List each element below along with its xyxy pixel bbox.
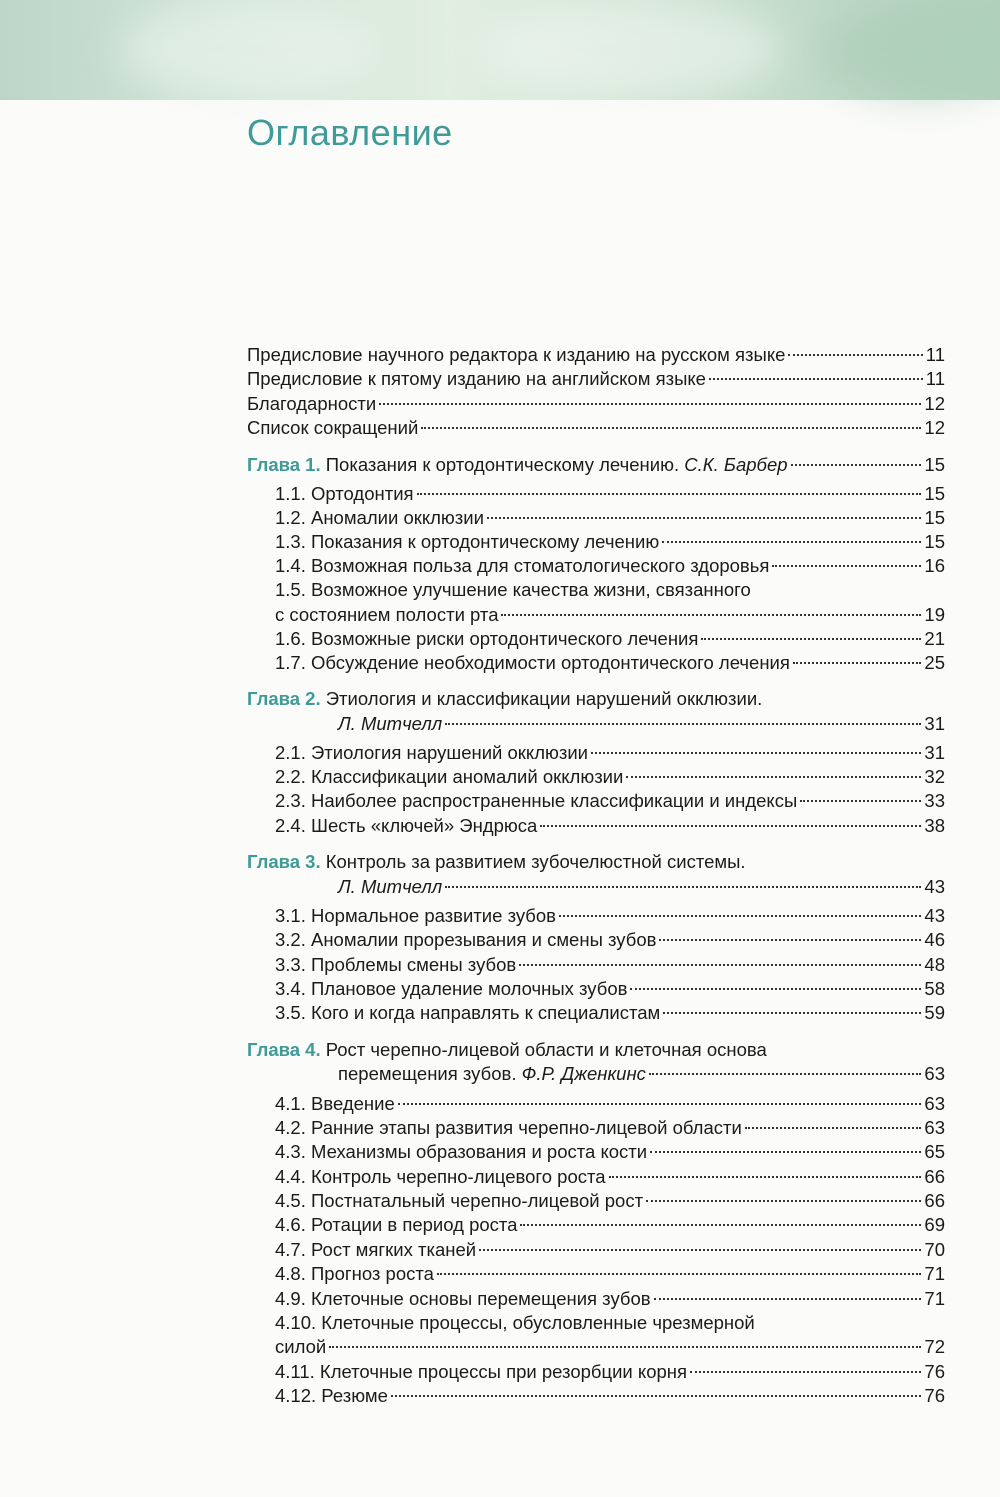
dot-leader: [391, 1395, 922, 1397]
toc-entry-label: Список сокращений: [247, 417, 419, 438]
toc-entry-label: Предисловие научного редактора к изданию на русском языке: [247, 344, 786, 365]
chapter-tag: Глава 2.: [247, 688, 321, 709]
section-label: Ранние этапы развития черепно-лицевой области: [311, 1117, 742, 1138]
dot-leader: [701, 638, 921, 640]
section-label: Клеточные процессы, обусловленные чрезмерной: [321, 1312, 755, 1333]
dot-leader: [659, 939, 921, 941]
dot-leader: [650, 1151, 921, 1153]
section-number: 4.12.: [275, 1385, 317, 1406]
dot-leader: [479, 1249, 921, 1251]
section-number: 4.7.: [275, 1239, 306, 1260]
section-label: Наиболее распространенные классификации и индексы: [311, 790, 798, 811]
section-label: Клеточные основы перемещения зубов: [311, 1288, 651, 1309]
dot-leader: [649, 1073, 922, 1075]
toc-section[interactable]: [275, 1165, 945, 1189]
dot-leader: [445, 723, 921, 725]
page-number: 71: [924, 1288, 945, 1309]
dot-leader: [329, 1346, 921, 1348]
page-number: 76: [924, 1385, 945, 1406]
section-number: 1.5.: [275, 579, 306, 600]
chapter-tag: Глава 3.: [247, 851, 321, 872]
section-label: Классификации аномалий окклюзии: [311, 766, 624, 787]
section-number: 2.3.: [275, 790, 306, 811]
dot-leader: [445, 886, 921, 888]
dot-leader: [626, 776, 921, 778]
chapter-title: Показания к ортодонтическому лечению.: [325, 454, 680, 475]
page-number: 15: [924, 507, 945, 528]
toc-section[interactable]: [275, 977, 945, 1001]
dot-leader: [690, 1371, 921, 1373]
section-number: 4.10.: [275, 1312, 317, 1333]
chapter-title: Этиология и классификации нарушений окклюзии.: [325, 688, 763, 709]
banner-shade: [820, 0, 1000, 100]
toc-chapter-4[interactable]: [247, 1038, 767, 1062]
section-label: Рост мягких тканей: [311, 1239, 477, 1260]
chapter-tag: Глава 4.: [247, 1039, 321, 1060]
section-number: 4.1.: [275, 1093, 306, 1114]
page-number: 71: [924, 1263, 945, 1284]
dot-leader: [654, 1298, 922, 1300]
toc-section[interactable]: [275, 1189, 945, 1213]
toc-section[interactable]: [275, 904, 945, 928]
page-number: 12: [924, 417, 945, 438]
toc-section[interactable]: [275, 1384, 945, 1408]
section-label: Механизмы образования и роста кости: [311, 1141, 648, 1162]
section-label: Кого и когда направлять к специалистам: [311, 1002, 661, 1023]
page-number: 63: [924, 1117, 945, 1138]
page-number: 69: [924, 1214, 945, 1235]
section-label: Аномалии прорезывания и смены зубов: [311, 929, 657, 950]
page-number: 38: [924, 815, 945, 836]
toc-section[interactable]: [275, 482, 945, 506]
toc-section[interactable]: [275, 953, 945, 977]
dot-leader: [501, 614, 921, 616]
dot-leader: [421, 427, 921, 429]
dot-leader: [745, 1127, 922, 1129]
section-label: Нормальное развитие зубов: [311, 905, 557, 926]
section-number: 4.6.: [275, 1214, 306, 1235]
section-label-cont: силой: [275, 1336, 327, 1357]
toc-section[interactable]: [275, 530, 945, 554]
toc-chapter-3[interactable]: [247, 850, 746, 874]
section-label: Аномалии окклюзии: [311, 507, 484, 528]
toc-section[interactable]: [275, 1092, 945, 1116]
toc-entry-front[interactable]: [247, 392, 945, 416]
toc-section[interactable]: [275, 1116, 945, 1140]
page-number: 11: [925, 344, 945, 365]
page-number: 32: [924, 766, 945, 787]
dot-leader: [520, 1224, 921, 1226]
section-label: Плановое удаление молочных зубов: [311, 978, 628, 999]
section-number: 3.5.: [275, 1002, 306, 1023]
toc-entry-front[interactable]: [247, 416, 945, 440]
toc-section[interactable]: [275, 1360, 945, 1384]
page-number: 25: [924, 652, 945, 673]
toc-chapter-1[interactable]: [247, 453, 945, 477]
dot-leader: [662, 541, 921, 543]
page-number: 46: [924, 929, 945, 950]
section-label: Этиология нарушений окклюзии: [311, 742, 589, 763]
section-label: Возможное улучшение качества жизни, связанного: [311, 579, 751, 600]
toc-section[interactable]: [275, 741, 945, 765]
section-label: Резюме: [321, 1385, 388, 1406]
section-number: 1.6.: [275, 628, 306, 649]
section-label: Шесть «ключей» Эндрюса: [311, 815, 538, 836]
dot-leader: [519, 964, 921, 966]
section-number: 1.2.: [275, 507, 306, 528]
section-label: Ортодонтия: [311, 483, 414, 504]
dot-leader: [630, 988, 921, 990]
section-number: 4.4.: [275, 1166, 306, 1187]
page-number: 19: [924, 604, 945, 625]
section-label: Введение: [311, 1093, 395, 1114]
dot-leader: [417, 493, 922, 495]
section-label: Постнатальный черепно-лицевой рост: [311, 1190, 644, 1211]
section-number: 2.1.: [275, 742, 306, 763]
toc-entry-front[interactable]: [247, 367, 945, 391]
page-number: 21: [924, 628, 945, 649]
toc-section[interactable]: [275, 1001, 945, 1025]
dot-leader: [709, 378, 923, 380]
section-label: Показания к ортодонтическому лечению: [311, 531, 660, 552]
toc-section[interactable]: [275, 506, 945, 530]
page-number: 15: [924, 483, 945, 504]
toc-section[interactable]: [275, 1262, 945, 1286]
section-label: Контроль черепно-лицевого роста: [311, 1166, 606, 1187]
toc-chapter-title-cont[interactable]: [338, 1062, 945, 1086]
page-number: 43: [924, 905, 945, 926]
toc-section[interactable]: [275, 1287, 945, 1311]
banner-highlight: [120, 0, 380, 100]
toc-section-line2[interactable]: [275, 1335, 945, 1359]
page-number: 43: [924, 876, 945, 897]
toc-entry-label: Предисловие к пятому изданию на английском языке: [247, 368, 706, 389]
header-banner: [0, 0, 1000, 100]
dot-leader: [540, 825, 921, 827]
dot-leader: [791, 464, 922, 466]
page-number: 65: [924, 1141, 945, 1162]
toc-section[interactable]: [275, 789, 945, 813]
section-label: Обсуждение необходимости ортодонтического лечения: [311, 652, 790, 673]
section-label: Возможные риски ортодонтического лечения: [311, 628, 699, 649]
page-number: 31: [924, 713, 945, 734]
page-number: 15: [924, 454, 945, 475]
dot-leader: [788, 354, 922, 356]
toc-chapter-author-line[interactable]: [338, 875, 945, 899]
section-number: 2.2.: [275, 766, 306, 787]
page-title: Оглавление: [247, 112, 453, 153]
page-number: 11: [925, 368, 945, 389]
dot-leader: [437, 1273, 921, 1275]
toc-section[interactable]: [275, 627, 945, 651]
page-number: 12: [924, 393, 945, 414]
toc-section[interactable]: [275, 1140, 945, 1164]
toc-section-line1[interactable]: [275, 1311, 755, 1335]
section-label: Возможная польза для стоматологического здоровья: [311, 555, 770, 576]
page-number: 15: [924, 531, 945, 552]
toc-chapter-author-line[interactable]: [338, 712, 945, 736]
page-number: 48: [924, 954, 945, 975]
section-number: 4.5.: [275, 1190, 306, 1211]
toc-entry-label: Благодарности: [247, 393, 377, 414]
section-number: 4.9.: [275, 1288, 306, 1309]
dot-leader: [591, 752, 921, 754]
page-number: 70: [924, 1239, 945, 1260]
section-number: 3.3.: [275, 954, 306, 975]
chapter-author: Л. Митчелл: [338, 713, 443, 734]
chapter-author: Ф.Р. Дженкинс: [521, 1063, 646, 1084]
dot-leader: [487, 517, 921, 519]
section-number: 4.11.: [275, 1361, 315, 1382]
section-number: 3.4.: [275, 978, 306, 999]
toc-section[interactable]: [275, 928, 945, 952]
section-number: 4.8.: [275, 1263, 306, 1284]
section-number: 1.7.: [275, 652, 306, 673]
page-number: 76: [924, 1361, 945, 1382]
page-number: 59: [924, 1002, 945, 1023]
section-label: Прогноз роста: [311, 1263, 434, 1284]
toc-section[interactable]: [275, 651, 945, 675]
section-label: Клеточные процессы при резорбции корня: [319, 1361, 688, 1382]
chapter-author: Л. Митчелл: [338, 876, 443, 897]
chapter-author: С.К. Барбер: [684, 454, 788, 475]
section-number: 2.4.: [275, 815, 306, 836]
toc-section[interactable]: [275, 1238, 945, 1262]
page-number: 58: [924, 978, 945, 999]
section-number: 3.1.: [275, 905, 306, 926]
toc-section-line2[interactable]: [275, 603, 945, 627]
chapter-title: Рост черепно-лицевой области и клеточная основа: [325, 1039, 767, 1060]
page-number: 63: [924, 1093, 945, 1114]
page-number: 63: [924, 1063, 945, 1084]
section-number: 1.3.: [275, 531, 306, 552]
section-number: 3.2.: [275, 929, 306, 950]
dot-leader: [379, 403, 921, 405]
dot-leader: [793, 662, 922, 664]
page-number: 72: [924, 1336, 945, 1357]
dot-leader: [559, 915, 921, 917]
toc-entry-front[interactable]: [247, 343, 945, 367]
banner-highlight: [480, 0, 780, 100]
section-number: 4.3.: [275, 1141, 306, 1162]
section-label: Проблемы смены зубов: [311, 954, 517, 975]
section-number: 1.4.: [275, 555, 306, 576]
section-number: 1.1.: [275, 483, 306, 504]
page-number: 16: [924, 555, 945, 576]
chapter-tag: Глава 1.: [247, 454, 321, 475]
toc-chapter-2[interactable]: [247, 687, 762, 711]
page-number: 31: [924, 742, 945, 763]
chapter-title: Контроль за развитием зубочелюстной системы.: [325, 851, 746, 872]
section-label: Ротации в период роста: [311, 1214, 518, 1235]
dot-leader: [646, 1200, 921, 1202]
toc-section[interactable]: [275, 1213, 945, 1237]
toc-section[interactable]: [275, 765, 945, 789]
dot-leader: [800, 800, 921, 802]
dot-leader: [398, 1103, 922, 1105]
toc-section[interactable]: [275, 554, 945, 578]
dot-leader: [772, 565, 921, 567]
chapter-title-cont: перемещения зубов.: [338, 1063, 517, 1084]
toc-section[interactable]: [275, 814, 945, 838]
section-label-cont: с состоянием полости рта: [275, 604, 499, 625]
toc-section-line1[interactable]: [275, 578, 751, 602]
page-number: 66: [924, 1190, 945, 1211]
page-number: 66: [924, 1166, 945, 1187]
dot-leader: [609, 1176, 922, 1178]
section-number: 4.2.: [275, 1117, 306, 1138]
dot-leader: [663, 1012, 921, 1014]
page-number: 33: [924, 790, 945, 811]
